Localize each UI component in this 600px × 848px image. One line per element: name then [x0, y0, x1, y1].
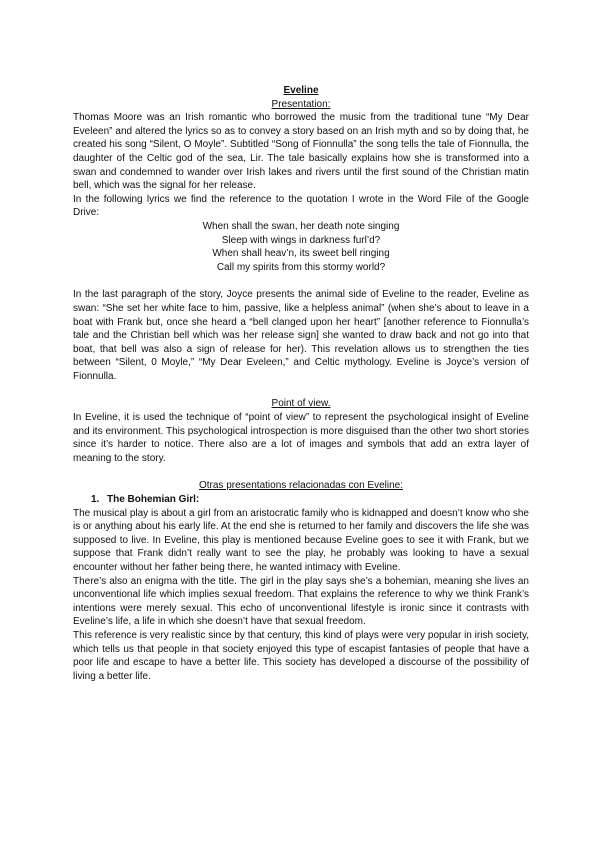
poem-line: Sleep with wings in darkness furl’d? — [221, 234, 381, 246]
numbered-item-bohemian-girl — [91, 493, 529, 507]
presentation-heading: Presentation: — [271, 98, 331, 110]
item-title: The Bohemian Girl: — [107, 494, 200, 506]
document-title: Eveline — [283, 85, 319, 96]
point-of-view-paragraph: In Eveline, it is used the technique of “point of view” to represent the psychological insight of Eveline and its environment. This psychological introspection is more disguised than the other two short stories since it’s harder to notice. There also are a lot of images and symbols that add an extra layer of meaning to the story. — [73, 412, 529, 464]
presentation-paragraph-1: Thomas Moore was an Irish romantic who borrowed the music from the traditional tune “My Dear Eveleen” and altered the lyrics so as to convey a story based on an Irish myth and so by doing that, he created his song “Silent, O Moyle”. Subtitled “Song of Fionnulla” the song tells the tale of Fionnulla, the daughter of the Celtic god of the sea, Lir. The tale basically explains how she is transformed into a swan and condemned to wander over Irish lakes and rivers until the first sound of the Christian matin bell, which was the signal for her release. — [73, 112, 529, 192]
spacer — [73, 383, 529, 397]
presentation-paragraph-3: In the last paragraph of the story, Joyce presents the animal side of Eveline to the reader, Eveline as swan: “She set her white face to him, passive, like a helpless animal” (when she’s about to leave in a boat with Frank but, once she heard a “bell clanged upon her heart” [another reference to Fionnulla’s tale and the Christian bell which was her release sign] she wanted to draw back and not go into that boat, that bell was also a sign of release for her). This revelation allows us to strengthen the ties between “Silent, 0 Moyle,” “My Dear Eveleen,” and Celtic mythology. Eveline is Joyce’s version of Fionnulla. — [73, 289, 529, 382]
otras-heading: Otras presentations relacionadas con Eveline: — [198, 480, 403, 492]
poem-line: When shall heav’n, its sweet bell ringing — [212, 248, 390, 260]
poem-quote — [73, 220, 529, 274]
poem-line: When shall the swan, her death note singing — [202, 220, 400, 232]
item-number: 1. — [91, 494, 100, 506]
point-of-view-heading: Point of view. — [271, 398, 331, 410]
spacer — [73, 274, 529, 288]
presentation-paragraph-2: In the following lyrics we find the reference to the quotation I wrote in the Word File of the Google Drive: — [73, 193, 529, 219]
bohemian-paragraph-2: There’s also an enigma with the title. The girl in the play says she’s a bohemian, meaning she lives an unconventional life which implies sexual freedom. That explains the reference to why we think Frank’s intentions were merely sexual. This echo of unconventional lifestyle is ironic since it contrasts with Eveline’s life, a life in which she doesn’t have that sexual freedom. — [73, 575, 529, 628]
document-page — [73, 84, 529, 683]
poem-line: Call my spirits from this stormy world? — [216, 261, 386, 273]
bohemian-paragraph-1: The musical play is about a girl from an aristocratic family who is kidnapped and doesn’t know who she is or anything about his early life. At the end she is returned to her family and discovers the life she was supposed to live. In Eveline, this play is mentioned because Eveline goes to see it with Frank, but we suppose that Frank didn’t really want to see the play, he probably was looking to have a sexual encounter without her father being there, he wanted intimacy with Eveline. — [73, 507, 529, 573]
bohemian-paragraph-3: This reference is very realistic since by that century, this kind of plays were very popular in irish society, which tells us that people in that society enjoyed this type of escapist fantasies of people that have a poor life and escape to have a better life. This society has developed a discourse of the possibility of living a better life. — [73, 629, 529, 682]
spacer — [73, 465, 529, 479]
